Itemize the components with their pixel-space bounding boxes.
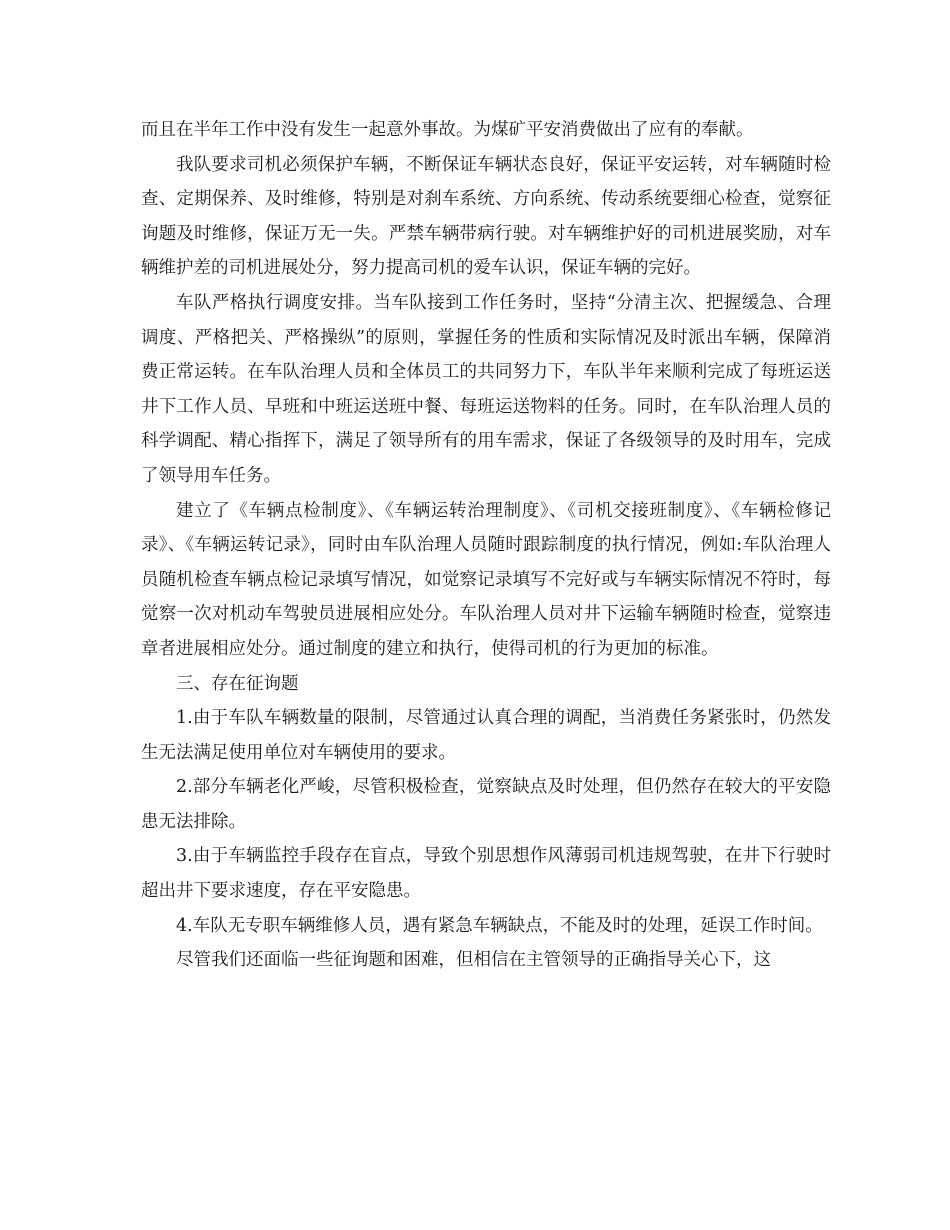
paragraph-dispatch: 车队严格执行调度安排。当车队接到工作任务时，坚持“分清主次、把握缓急、合理调度、严格把关、严格操纵”的原则，掌握任务的性质和实际情况及时派出车辆，保障消费正常运转。在车队治理人员和全体员工的共同努力下，车队半年来顺利完成了每班运送井下工作人员、早班和中班运送班中餐、每班运送物料的任务。同时，在车队治理人员的科学调配、精心指挥下，满足了领导所有的用车需求，保证了各级领导的及时用车，完成了领导用车任务。 <box>141 292 831 486</box>
paragraph-regulations: 建立了《车辆点检制度》、《车辆运转治理制度》、《司机交接班制度》、《车辆检修记录》、《车辆运转记录》，同时由车队治理人员随时跟踪制度的执行情况，例如:车队治理人员随机检查车辆点检记录填写情况，如觉察记录填写不完好或与车辆实际情况不符时，每觉察一次对机动车驾驶员进展相应处分。车队治理人员对井下运输车辆随时检查，觉察违章者进展相应处分。通过制度的建立和执行，使得司机的行为更加的标准。 <box>141 500 831 659</box>
paragraph-continuation: 而且在半年工作中没有发生一起意外事故。为煤矿平安消费做出了应有的奉献。 <box>141 120 754 140</box>
problem-item-4: 4.车队无专职车辆维修人员，遇有紧急车辆缺点，不能及时的处理，延误工作时间。 <box>176 915 823 936</box>
document-body <box>141 113 831 978</box>
section-heading-problems: 三、存在征询题 <box>176 673 299 694</box>
paragraph-vehicle-maintenance: 我队要求司机必须保护车辆，不断保证车辆状态良好，保证平安运转，对车辆随时检查、定期保养、及时维修，特别是对刹车系统、方向系统、传动系统要细心检查，觉察征询题及时维修，保证万无一失。严禁车辆带病行驶。对车辆维护好的司机进展奖励，对车辆维护差的司机进展处分，努力提高司机的爱车认识，保证车辆的完好。 <box>141 154 831 279</box>
problem-item-2: 2.部分车辆老化严峻，尽管积极检查，觉察缺点及时处理，但仍然存在较大的平安隐患无法排除。 <box>141 777 831 832</box>
problem-item-3: 3.由于车辆监控手段存在盲点，导致个别思想作风薄弱司机违规驾驶，在井下行驶时超出井下要求速度，存在平安隐患。 <box>141 846 831 902</box>
problem-item-1: 1.由于车队车辆数量的限制，尽管通过认真合理的调配，当消费任务紧张时，仍然发生无法满足使用单位对车辆使用的要求。 <box>141 708 831 763</box>
paragraph-closing: 尽管我们还面临一些征询题和困难，但相信在主管领导的正确指导关心下，这 <box>176 950 771 971</box>
